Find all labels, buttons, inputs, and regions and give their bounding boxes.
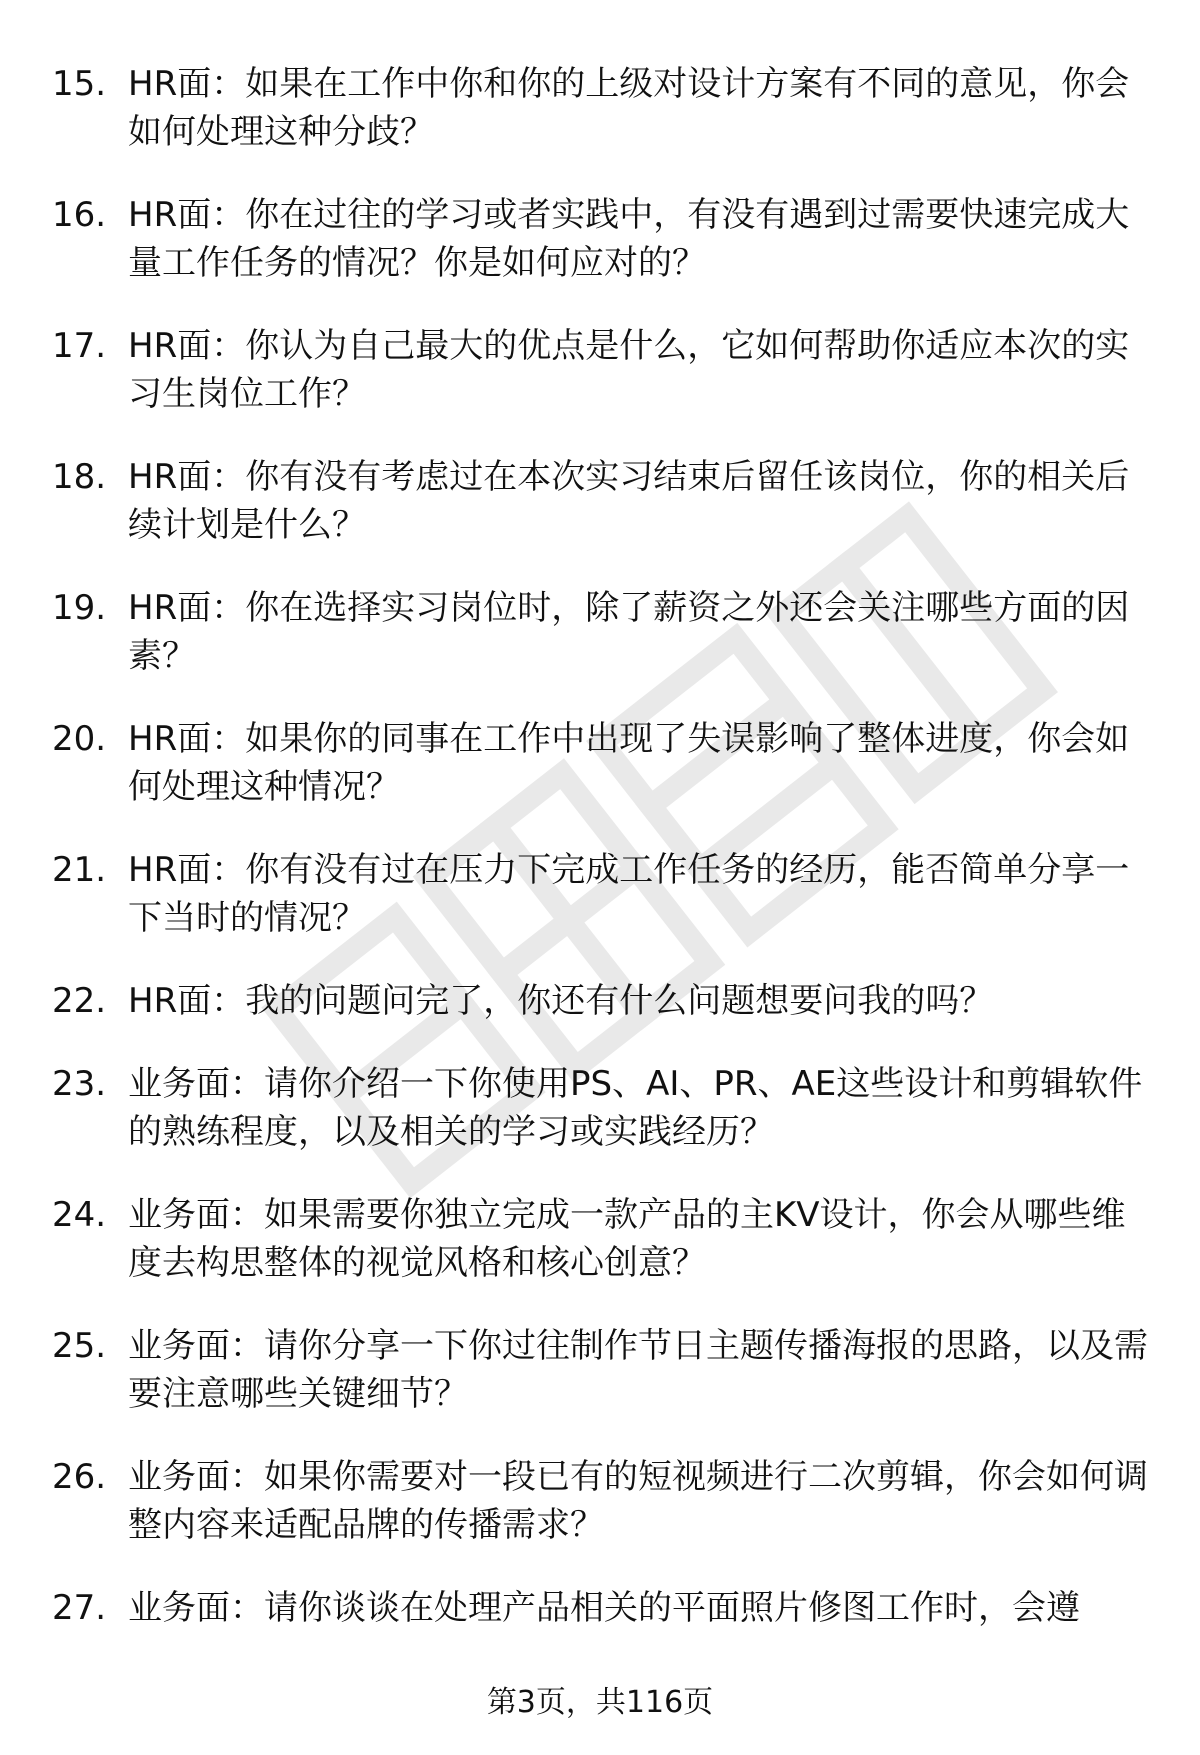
question-list (0, 60, 1200, 1667)
question-text: HR面：你有没有过在压力下完成工作任务的经历，能否简单分享一下当时的情况？ (128, 850, 1130, 938)
list-item (0, 60, 1200, 156)
question-text: HR面：如果你的同事在工作中出现了失误影响了整体进度，你会如何处理这种情况？ (128, 719, 1130, 807)
question-text: HR面：你在选择实习岗位时，除了薪资之外还会关注哪些方面的因素？ (128, 588, 1130, 676)
list-item (0, 584, 1200, 680)
question-text: HR面：你在过往的学习或者实践中，有没有遇到过需要快速完成大量工作任务的情况？你是如何应对的？ (128, 195, 1130, 283)
question-text: HR面：我的问题问完了，你还有什么问题想要问我的吗？ (128, 981, 994, 1021)
question-number: 27. (52, 1588, 107, 1628)
list-item (0, 322, 1200, 418)
question-number: 17. (52, 326, 107, 366)
question-number: 21. (52, 850, 107, 890)
question-text: 业务面：请你谈谈在处理产品相关的平面照片修图工作时，会遵 (128, 1588, 1080, 1628)
list-item (0, 1060, 1200, 1156)
question-text: HR面：如果在工作中你和你的上级对设计方案有不同的意见，你会如何处理这种分歧？ (128, 64, 1130, 152)
question-text: 业务面：请你分享一下你过往制作节日主题传播海报的思路，以及需要注意哪些关键细节？ (128, 1326, 1148, 1414)
question-number: 25. (52, 1326, 107, 1366)
question-number: 18. (52, 457, 107, 497)
list-item (0, 715, 1200, 811)
question-number: 22. (52, 981, 107, 1021)
list-item (0, 846, 1200, 942)
question-number: 20. (52, 719, 107, 759)
question-text: 业务面：如果需要你独立完成一款产品的主KV设计，你会从哪些维度去构思整体的视觉风格和核心创意？ (128, 1195, 1126, 1283)
list-item (0, 453, 1200, 549)
question-number: 23. (52, 1064, 107, 1104)
question-text: 业务面：请你介绍一下你使用PS、AI、PR、AE这些设计和剪辑软件的熟练程度，以及相关的学习或实践经历？ (128, 1064, 1143, 1152)
list-item (0, 1322, 1200, 1418)
question-number: 15. (52, 64, 107, 104)
page-number-footer: 第3页，共116页 (486, 1685, 714, 1720)
question-text: 业务面：如果你需要对一段已有的短视频进行二次剪辑，你会如何调整内容来适配品牌的传播需求？ (128, 1457, 1148, 1545)
list-item (0, 191, 1200, 287)
list-item (0, 977, 1200, 1025)
question-number: 16. (52, 195, 107, 235)
question-text: HR面：你有没有考虑过在本次实习结束后留任该岗位，你的相关后续计划是什么？ (128, 457, 1130, 545)
question-number: 26. (52, 1457, 107, 1497)
question-text: HR面：你认为自己最大的优点是什么，它如何帮助你适应本次的实习生岗位工作？ (128, 326, 1130, 414)
list-item (0, 1453, 1200, 1549)
list-item (0, 1191, 1200, 1287)
question-number: 24. (52, 1195, 107, 1235)
question-number: 19. (52, 588, 107, 628)
list-item (0, 1584, 1200, 1632)
